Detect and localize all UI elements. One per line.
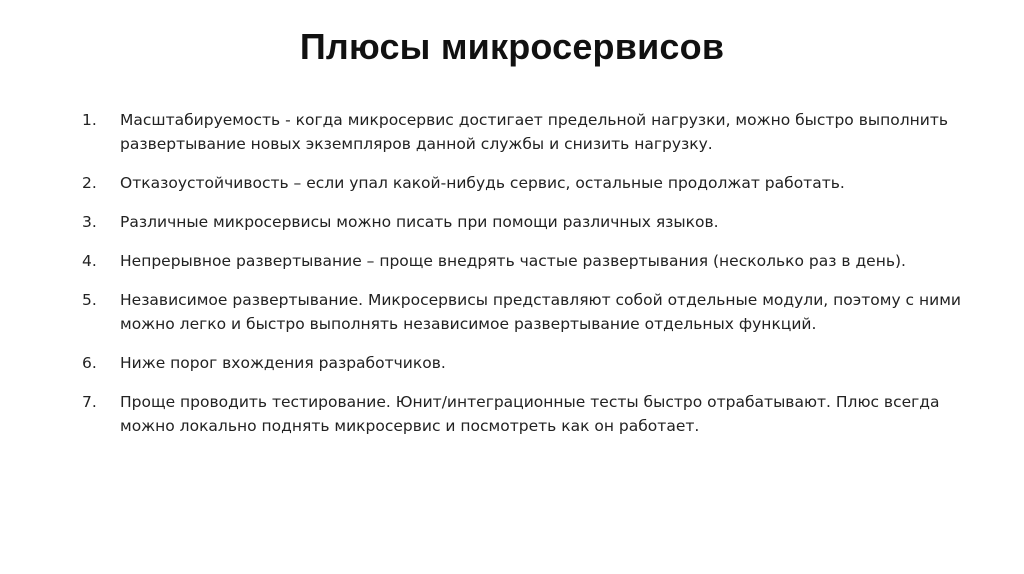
list-item [82,390,982,438]
list-item-line: Проще проводить тестирование. Юнит/интеграционные тесты быстро отрабатывают. Плюс всегда [120,393,940,411]
list-item-text [120,351,982,375]
list-item [82,288,982,336]
list-item [82,171,982,195]
list-item-text [120,108,982,156]
list-item [82,108,982,156]
list-item-number: 7. [82,393,97,411]
list-item-text [120,171,982,195]
list-item-text [120,390,982,438]
list-item-line: можно локально поднять микросервис и посмотреть как он работает. [120,417,700,435]
list-item [82,351,982,375]
list-item [82,249,982,273]
list-item-text [120,288,982,336]
list-item-text [120,210,982,234]
list-item-text [120,249,982,273]
list-item-line: можно легко и быстро выполнять независимое развертывание отдельных функций. [120,315,817,333]
list-item-line: Различные микросервисы можно писать при помощи различных языков. [120,213,719,231]
list-item-line: развертывание новых экземпляров данной службы и снизить нагрузку. [120,135,713,153]
list-item-line: Независимое развертывание. Микросервисы представляют собой отдельные модули, поэтому с ними [120,291,961,309]
list-item [82,210,982,234]
list-item-line: Масштабируемость - когда микросервис достигает предельной нагрузки, можно быстро выполнить [120,111,948,129]
list-item-number: 6. [82,354,97,372]
list-item-number: 5. [82,291,97,309]
list-item-number: 3. [82,213,97,231]
list-item-line: Отказоустойчивость – если упал какой-нибудь сервис, остальные продолжат работать. [120,174,845,192]
list-item-number: 4. [82,252,97,270]
slide-title: Плюсы микросервисов [299,26,725,67]
advantages-list [82,108,982,453]
list-item-line: Непрерывное развертывание – проще внедрять частые развертывания (несколько раз в день). [120,252,906,270]
list-item-number: 2. [82,174,97,192]
list-item-line: Ниже порог вхождения разработчиков. [120,354,446,372]
list-item-number: 1. [82,111,97,129]
